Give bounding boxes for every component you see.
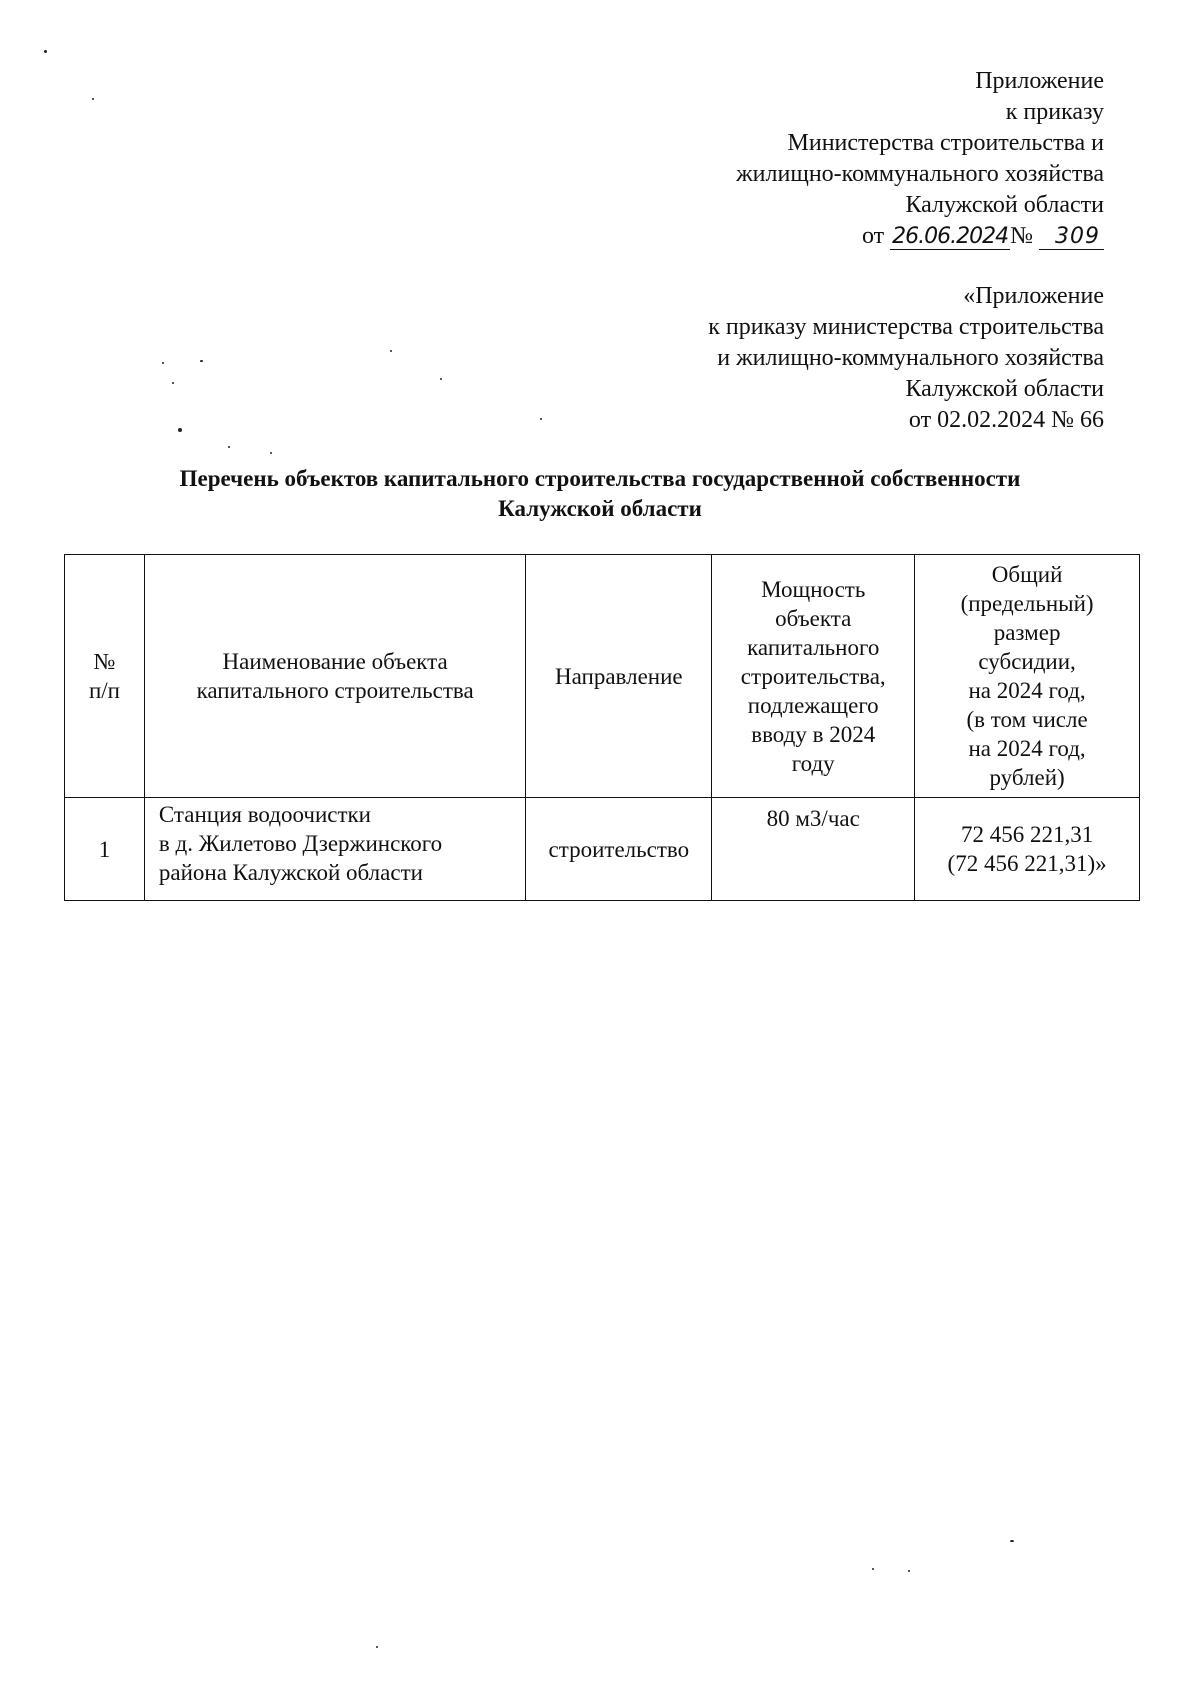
previous-appendix-line: «Приложение	[963, 283, 1104, 309]
document-title-line: Калужской области	[498, 496, 702, 521]
previous-appendix-header	[708, 281, 1104, 436]
previous-appendix-line: Калужской области	[905, 376, 1104, 402]
subsidy-cell: 72 456 221,31 (72 456 221,31)»	[915, 798, 1140, 901]
table-header-row	[65, 555, 1140, 798]
order-date-line	[736, 221, 1104, 252]
column-header-subsidy: Общий (предельный) размер субсидии, на 2024 год, (в том числе на 2024 год, рублей)	[915, 555, 1140, 798]
number-sign: №	[1010, 223, 1033, 249]
column-header-number: № п/п	[65, 555, 145, 798]
column-header-name: Наименование объекта капитального строительства	[144, 555, 525, 798]
document-title	[60, 464, 1140, 524]
object-name-cell: Станция водоочистки в д. Жилетово Дзержинского района Калужской области	[144, 798, 525, 901]
appendix-header-line: Калужской области	[905, 192, 1104, 218]
direction-cell: строительство	[526, 798, 712, 901]
appendix-header	[736, 66, 1104, 252]
document-title-line: Перечень объектов капитального строительства государственной собственности	[179, 466, 1021, 491]
appendix-header-line: к приказу	[1005, 99, 1104, 125]
column-header-capacity: Мощность объекта капитального строительства, подлежащего вводу в 2024 году	[712, 555, 915, 798]
previous-appendix-line: от 02.02.2024 № 66	[908, 407, 1104, 433]
appendix-header-line: Министерства строительства и	[787, 130, 1104, 156]
capacity-cell: 80 м3/час	[712, 798, 915, 901]
column-header-direction: Направление	[526, 555, 712, 798]
appendix-header-line: Приложение	[975, 68, 1104, 94]
order-date-prefix: от	[861, 223, 885, 249]
table-row	[65, 798, 1140, 901]
previous-appendix-line: и жилищно-коммунального хозяйства	[717, 345, 1104, 371]
objects-table	[64, 554, 1140, 901]
appendix-header-line: жилищно-коммунального хозяйства	[736, 161, 1104, 187]
previous-appendix-line: к приказу министерства строительства	[708, 314, 1104, 340]
handwritten-order-number: 309	[1039, 225, 1104, 250]
handwritten-date: 26.06.2024	[892, 224, 1009, 249]
row-number-cell: 1	[65, 798, 145, 901]
